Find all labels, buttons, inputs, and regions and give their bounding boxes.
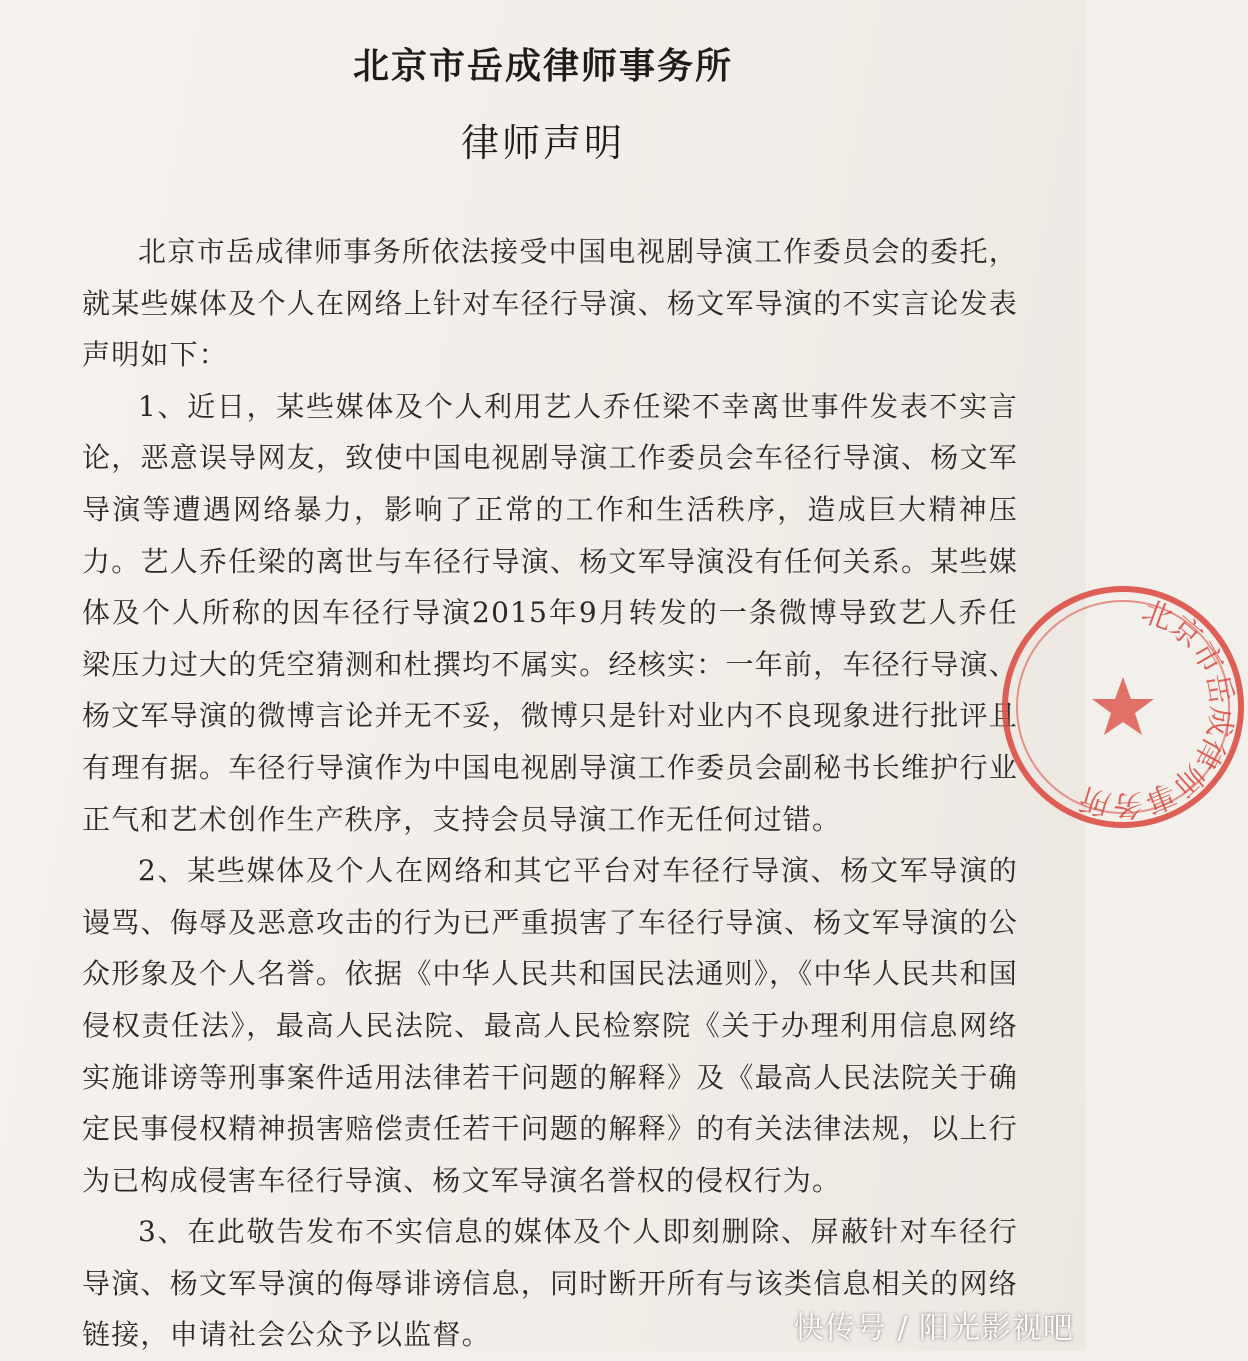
seal-text: 北京市岳成律师事务所 bbox=[1075, 594, 1239, 823]
clause-3-paragraph: 3、在此敬告发布不实信息的媒体及个人即刻删除、屏蔽针对车径行导演、杨文军导演的侮辱诽谤信息，同时断开所有与该类信息相关的网络链接，申请社会公众予以监督。 bbox=[82, 1215, 1018, 1352]
intro-paragraph: 北京市岳成律师事务所依法接受中国电视剧导演工作委员会的委托，就某些媒体及个人在网络上针对车径行导演、杨文军导演的不实言论发表声明如下： bbox=[82, 235, 1018, 372]
statement-body bbox=[82, 226, 1018, 1361]
red-seal-stamp bbox=[998, 582, 1248, 832]
document-title: 律师声明 bbox=[460, 121, 625, 165]
clause-2-paragraph: 2、某些媒体及个人在网络和其它平台对车径行导演、杨文军导演的谩骂、侮辱及恶意攻击的行为已严重损害了车径行导演、杨文军导演的公众形象及个人名誉。依据《中华人民共和国民法通则》，《中华人民共和国侵权责任法》，最高人民法院、最高人民检察院《关于办理利用信息网络实施诽谤等刑事案件适用法律若干问题的解释》及《最高人民法院关于确定民事侵权精神损害赔偿责任若干问题的解释》的有关法律法规，以上行为已构成侵害车径行导演、杨文军导演名誉权的侵权行为。 bbox=[82, 854, 1018, 1197]
seal-star-icon bbox=[1092, 677, 1154, 735]
firm-name-heading: 北京市岳成律师事务所 bbox=[352, 46, 733, 87]
clause-1-paragraph: 1、近日，某些媒体及个人利用艺人乔任梁不幸离世事件发表不实言论，恶意误导网友，致使中国电视剧导演工作委员会车径行导演、杨文军导演等遭遇网络暴力，影响了正常的工作和生活秩序，造成巨大精神压力。艺人乔任梁的离世与车径行导演、杨文军导演没有任何关系。某些媒体及个人所称的因车径行导演2015年9月转发的一条微博导致艺人乔任梁压力过大的凭空猜测和杜撰均不属实。经核实：一年前，车径行导演、杨文军导演的微博言论并无不妥，微博只是针对业内不良现象进行批评且有理有据。车径行导演作为中国电视剧导演工作委员会副秘书长维护行业正气和艺术创作生产秩序，支持会员导演工作无任何过错。 bbox=[82, 389, 1018, 836]
source-watermark: 快传号 / 阳光影视吧 bbox=[793, 1311, 1074, 1346]
